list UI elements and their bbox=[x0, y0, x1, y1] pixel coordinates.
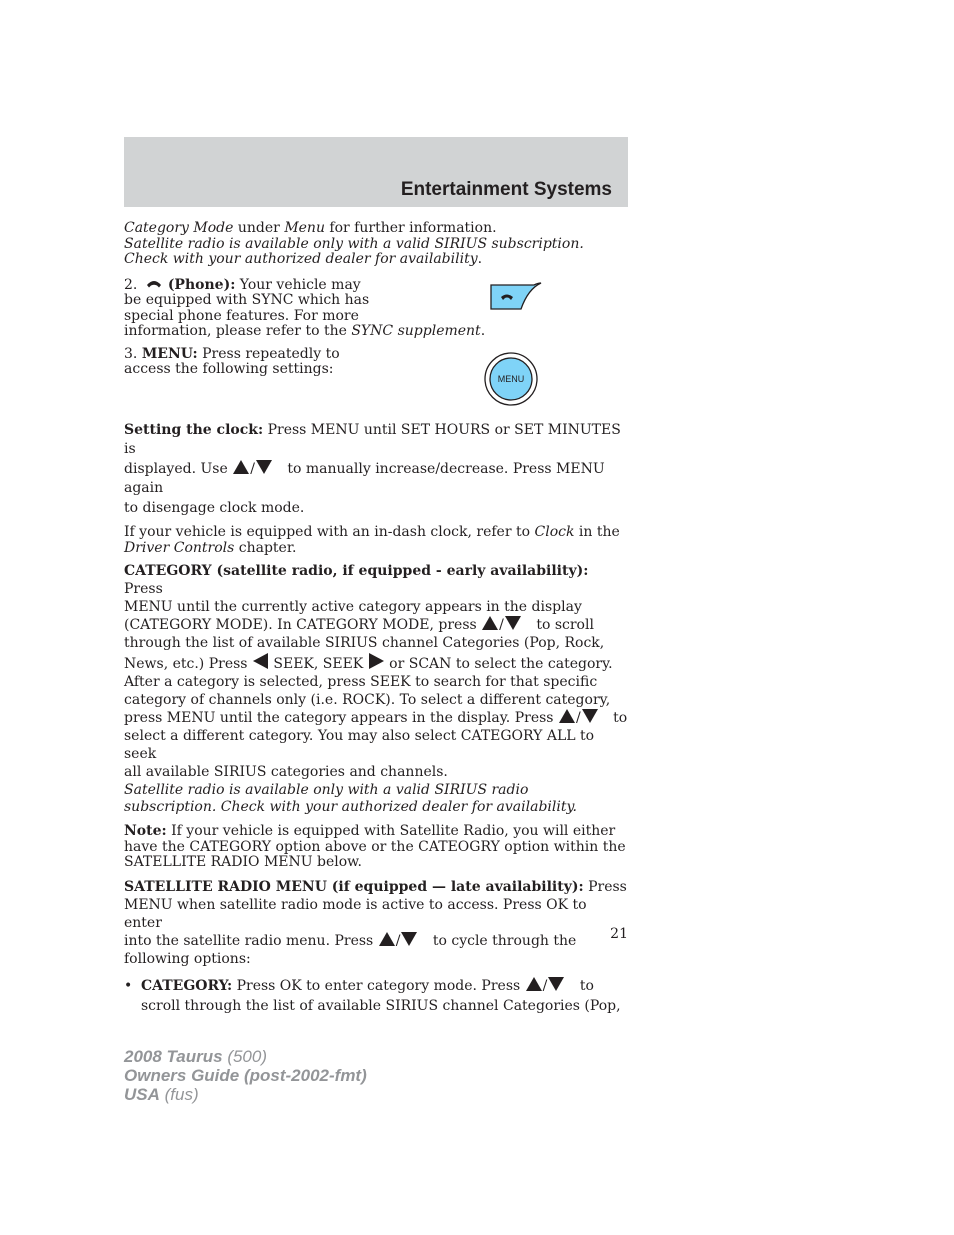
page-content bbox=[124, 221, 628, 1023]
clock-ref: Clock bbox=[534, 524, 575, 540]
page-title: Entertainment Systems bbox=[400, 179, 612, 200]
arrow-up-icon bbox=[559, 709, 575, 723]
note-label: Note: bbox=[124, 823, 167, 840]
sat-menu-label: SATELLITE RADIO MENU (if equipped — late availability): bbox=[124, 878, 584, 895]
bullet-icon: • bbox=[124, 977, 133, 994]
header-band bbox=[124, 137, 628, 207]
phone-item: 2. (Phone): Your vehicle may be equipped with SYNC which has special phone features. For more information, please refer to the SYNC supplement. bbox=[124, 276, 486, 339]
clock-ref-paragraph: If your vehicle is equipped with an in-dash clock, refer to Clock in the Driver Controls chapter. bbox=[124, 524, 620, 556]
sirius-notice-line2: subscription. Check with your authorized dealer for availability. bbox=[124, 799, 577, 816]
arrow-down-icon bbox=[505, 616, 521, 630]
arrow-up-icon bbox=[233, 460, 249, 474]
arrow-up-icon bbox=[526, 977, 542, 991]
phone-icon bbox=[146, 279, 162, 288]
intro-paragraph: Category Mode under Menu for further information. Satellite radio is available only with a valid SIRIUS subscription. Check with your authorized dealer for availability. bbox=[124, 220, 584, 267]
footer-region: USA bbox=[124, 1085, 160, 1104]
category-label: CATEGORY (satellite radio, if equipped - early availability): bbox=[124, 563, 589, 579]
sirius-notice-line1: Satellite radio is available only with a valid SIRIUS subscription. bbox=[124, 235, 584, 252]
menu-item: 3. MENU: Press repeatedly to access the following settings: bbox=[124, 345, 340, 377]
arrow-down-icon bbox=[401, 932, 417, 946]
category-mode-ref: Category Mode bbox=[124, 220, 234, 236]
footer-model: 2008 Taurus bbox=[124, 1047, 223, 1066]
menu-ref: Menu bbox=[284, 220, 325, 236]
arrow-right-icon bbox=[369, 653, 384, 669]
sirius-notice-line1: Satellite radio is available only with a valid SIRIUS radio bbox=[124, 781, 529, 798]
sirius-notice-line2: Check with your authorized dealer for availability bbox=[124, 251, 478, 267]
arrow-down-icon bbox=[548, 977, 564, 991]
menu-button-label: MENU bbox=[497, 374, 525, 384]
arrow-up-icon bbox=[482, 616, 498, 630]
arrow-up-icon bbox=[379, 932, 395, 946]
footer-guide: Owners Guide (post-2002-fmt) bbox=[124, 1066, 367, 1085]
arrow-down-icon bbox=[582, 709, 598, 723]
bullet-label: CATEGORY: bbox=[141, 977, 233, 994]
sat-menu-paragraph: SATELLITE RADIO MENU (if equipped — late availability): Press MENU when satellite radio mode is active to access. Press OK to enter into the satellite radio menu. Press / to cycle through the following options: bbox=[124, 878, 627, 967]
clock-paragraph: Setting the clock: Press MENU until SET HOURS or SET MINUTES is displayed. Use / to manually increase/decrease. Press MENU again to disengage clock mode. bbox=[124, 421, 621, 516]
page-number: 21 bbox=[610, 926, 628, 942]
sync-supplement-ref: SYNC supplement bbox=[351, 323, 481, 339]
menu-label: MENU: bbox=[141, 345, 198, 362]
footer: 2008 Taurus (500) Owners Guide (post-2002-fmt) USA (fus) bbox=[124, 1047, 367, 1104]
driver-controls-ref: Driver Controls bbox=[124, 539, 235, 556]
arrow-down-icon bbox=[256, 460, 272, 474]
phone-label: (Phone): bbox=[167, 276, 236, 293]
clock-label: Setting the clock: bbox=[124, 421, 264, 438]
arrow-left-icon bbox=[253, 653, 268, 669]
category-paragraph: CATEGORY (satellite radio, if equipped - early availability): Press MENU until the currently active category appears in the display (CATEGORY MODE). In CATEGORY MODE, press / to scroll through the list of available SIRIUS channel Categories (Pop, Rock, News, etc.) Press SEEK, SEEK or SCAN to select the category. After a category is selected, press SEEK to search for that specific category of channels only (i.e. ROCK). To select a different category, press MENU until the category appears in the display. Press / to select a different category. You may also select CATEGORY ALL to seek all available SIRIUS categories and channels. Satellite radio is available only with a valid SIRIUS radio subscription. Check with your authorized dealer for availability. bbox=[124, 563, 628, 816]
list-item: • CATEGORY: Press OK to enter category mode. Press / to scroll through the list of available SIRIUS channel Categories (Pop, bbox=[124, 977, 621, 1014]
note-paragraph: Note: If your vehicle is equipped with Satellite Radio, you will either have the CATEGORY option above or the CATEOGRY option within the SATELLITE RADIO MENU below. bbox=[124, 823, 626, 871]
